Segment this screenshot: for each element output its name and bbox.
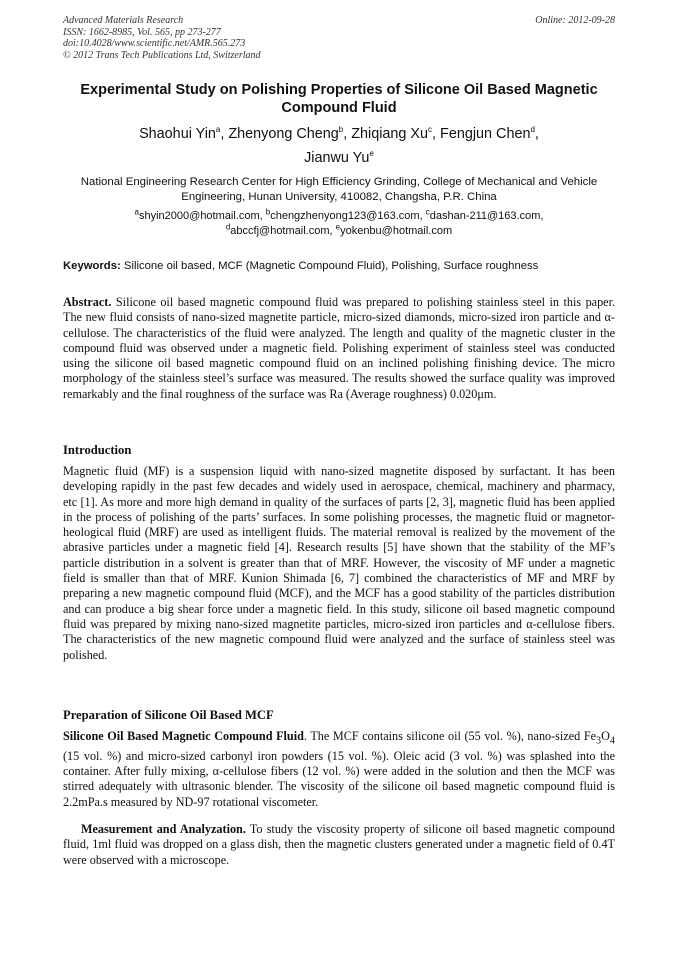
abstract-label: Abstract. bbox=[63, 295, 112, 309]
author-affil-mark: e bbox=[369, 149, 374, 159]
keywords-text: Silicone oil based, MCF (Magnetic Compound Fluid), Polishing, Surface roughness bbox=[123, 260, 539, 272]
paper-title: Experimental Study on Polishing Properties of Silicone Oil Based Magnetic Compound Fluid bbox=[80, 82, 598, 116]
section-heading-preparation: Preparation of Silicone Oil Based MCF bbox=[63, 708, 274, 722]
author bbox=[304, 150, 374, 166]
author-name: Zhiqiang Xu bbox=[351, 126, 429, 142]
measurement-text: To study the viscosity property of silicone oil based magnetic compound fluid, 1ml fluid was dropped on a glass dish, then the magnetic clusters generated under a magnetic field of 0.4T were observed with a microscope. bbox=[63, 822, 615, 867]
keywords-label: Keywords: bbox=[63, 260, 121, 272]
author-name: Jianwu Yu bbox=[304, 150, 370, 166]
doi-line: doi:10.4028/www.scientific.net/AMR.565.273 bbox=[63, 38, 246, 49]
abstract bbox=[63, 295, 615, 402]
author: Zhiqiang Xu$^c$, bbox=[351, 125, 441, 142]
email-row: $^a$shyin2000@hotmail.com, $^b$chengzhenyong123@163.com, $^c$dashan-211@163.com, bbox=[134, 207, 544, 222]
measurement-lead: Measurement and Analyzation. bbox=[81, 822, 246, 836]
author: Shaohui Yin$^a$, bbox=[139, 125, 229, 142]
author-affil-mark: a bbox=[215, 125, 221, 135]
copyright-line: © 2012 Trans Tech Publications Ltd, Switzerland bbox=[63, 49, 261, 61]
email[interactable]: $^d$abccfj@hotmail.com bbox=[225, 221, 330, 237]
preparation-paragraph: Silicone Oil Based Magnetic Compound Fluid. The MCF contains silicone oil (55 vol. %), nano-sized $Fe_3O_4$ (15 vol. %) and micro-sized carbonyl iron powders (15 vol. %). Oleic acid (3 vol. %) was splashed into the container. After fully mixing, α-cellulose fibers (12 vol. %) were added in the solution and then the MCF was stirred adequately with ultrasonic blender. The viscosity of the silicone oil based magnetic compound fluid is 2.2mPa.s measured by ND-97 rotational viscometer. bbox=[63, 729, 615, 809]
email[interactable]: $^a$shyin2000@hotmail.com bbox=[134, 207, 260, 222]
author-affil-mark: b bbox=[338, 125, 344, 135]
author: Zhenyong Cheng$^b$, bbox=[228, 125, 352, 142]
email-list bbox=[63, 209, 615, 238]
measurement-paragraph bbox=[63, 822, 615, 868]
online-date: Online: 2012-09-28 bbox=[535, 15, 615, 26]
section-heading-introduction: Introduction bbox=[63, 443, 132, 457]
keywords bbox=[63, 259, 615, 273]
email[interactable]: $^e$yokenbu@hotmail.com bbox=[335, 221, 453, 237]
email[interactable]: $^b$chengzhenyong123@163.com bbox=[265, 207, 420, 222]
author-affil-mark: d bbox=[530, 125, 535, 135]
page-header bbox=[63, 15, 615, 61]
introduction-paragraph: Magnetic fluid (MF) is a suspension liquid with nano-sized magnetite disposed by surfactant. It has been developing rapidly in the past few decades and widely used in aerospace, chemical, machinery and pharmacy, etc [1]. As more and more high demand in quality of the surfaces of parts [2, 3], magnetic fluid has been applied in the process of polishing of the parts’ surfaces. In some polishing processes, the magnetic fluid or magnetor-heological fluid (MRF) are used as intelligent fluids. The material removal is realized by the movement of the abrasive particles under a magnetic field [4]. Research results [5] have shown that the stability of the MF’s particle distribution in a solvent is greater than that of MRF. However, the viscosity of MF under a magnetic field is smaller than that of MRF. Kunion Shimada [6, 7] combined the characteristics of MF and MRF by preparing a new magnetic compound fluid (MCF), and the MCF has a good stability of the particles distribution and can produce a big shear force under a magnetic field. In this study, silicone oil based magnetic compound fluid was prepared by mixing nano-sized magnetite particles, micro-sized iron particles and α-cellulose fibers. The characteristics of the new magnetic compound fluid were analyzed and the surface of stainless steel was polished. bbox=[63, 464, 615, 662]
affiliation: National Engineering Research Center for High Efficiency Grinding, College of Mechanical and Vehicle Engineering, Hunan University, 410082, Changsha, P.R. China bbox=[80, 176, 598, 203]
author-list bbox=[63, 122, 615, 170]
author-affil-mark: c bbox=[428, 125, 433, 135]
author-name: Zhenyong Cheng bbox=[228, 126, 339, 142]
issn-line: ISSN: 1662-8985, Vol. 565, pp 273-277 bbox=[63, 26, 221, 38]
journal-name: Advanced Materials Research bbox=[63, 15, 184, 26]
author-name: Shaohui Yin bbox=[139, 126, 216, 142]
author-name: Fengjun Chen bbox=[440, 126, 531, 142]
preparation-lead: Silicone Oil Based Magnetic Compound Fluid bbox=[63, 729, 304, 743]
author: Fengjun Chen$^d$, bbox=[440, 125, 539, 142]
abstract-text: Silicone oil based magnetic compound fluid was prepared to polishing stainless steel in this paper. The new fluid consists of nano-sized magnetite particle, micro-sized diamonds, micro-sized iron particle and α-cellulose. The characteristics of the fluid were analyzed. The length and quality of the magnetic cluster in the compound fluid was observed under a magnetic field. Polishing experiment of stainless steel was conducted using the silicone oil based magnetic compound fluid on an inclined polishing finishing device. The micro morphology of the stainless steel’s surface was measured. The results showed the surface quality was improved remarkably and the final roughness of the surface was Ra (Average roughness) 0.020μm. bbox=[63, 295, 616, 401]
email-row: $^d$abccfj@hotmail.com, $^e$yokenbu@hotmail.com bbox=[225, 221, 453, 237]
email[interactable]: $^c$dashan-211@163.com bbox=[425, 207, 541, 222]
